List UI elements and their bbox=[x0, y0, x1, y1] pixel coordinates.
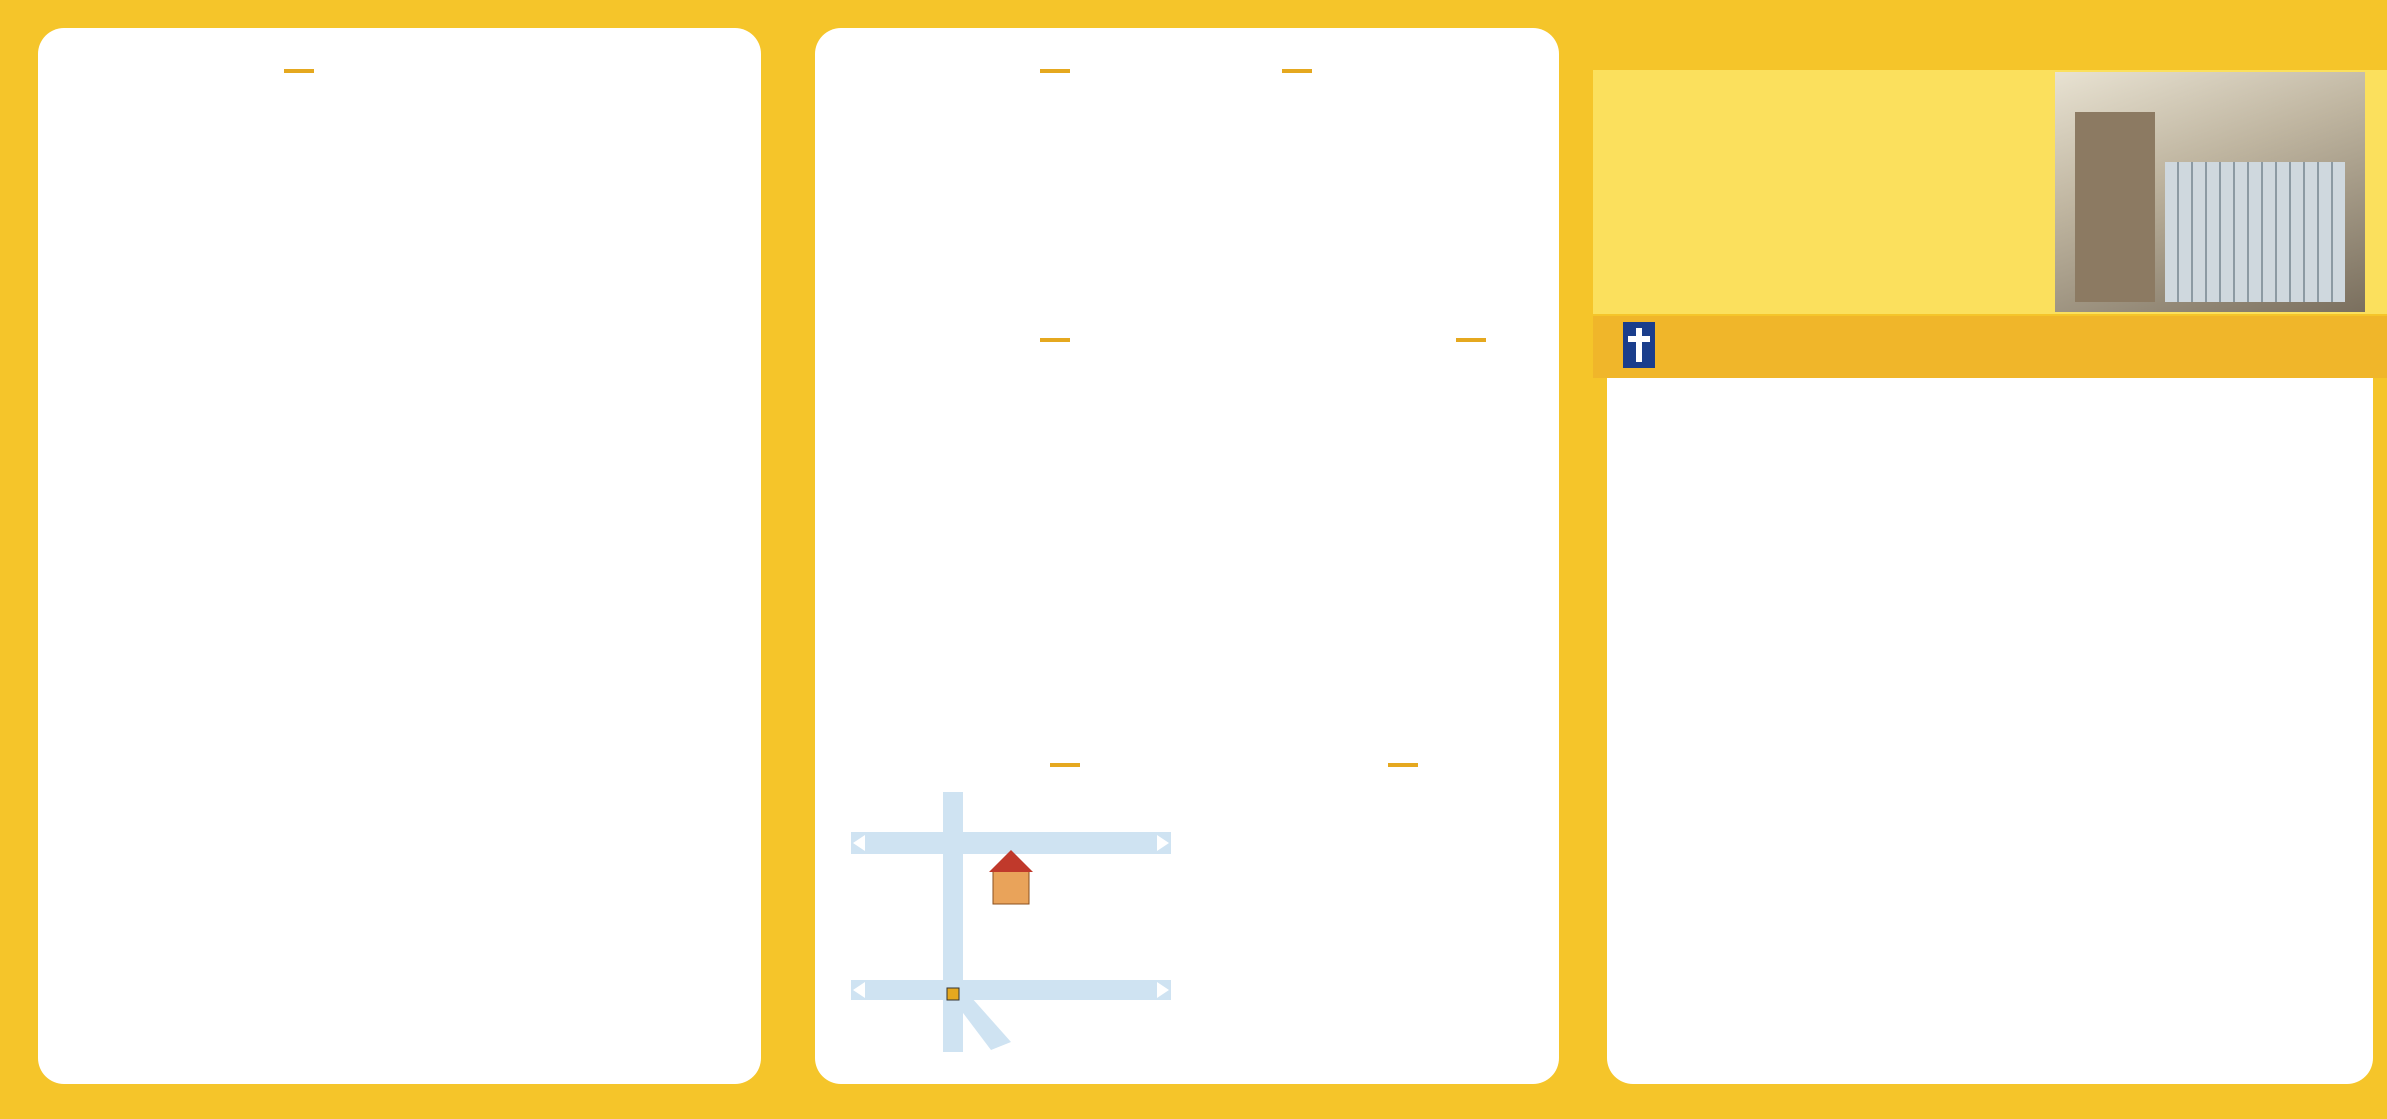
order-card bbox=[1607, 378, 2373, 1084]
map bbox=[851, 792, 1171, 1052]
mid-stripe bbox=[795, 0, 1593, 28]
map-labels bbox=[851, 792, 1171, 1052]
left-stripe bbox=[0, 0, 330, 28]
middle-card bbox=[815, 28, 1559, 1084]
church-info-bar bbox=[1593, 316, 2387, 378]
church-building-photo bbox=[2055, 72, 2365, 312]
left-panel bbox=[0, 0, 790, 1119]
header-bar bbox=[1593, 0, 2387, 80]
left-card bbox=[38, 28, 761, 1084]
cross-icon bbox=[1623, 322, 1655, 368]
middle-panel bbox=[795, 0, 1593, 1119]
bulletin-header bbox=[1633, 28, 1711, 46]
building-tower bbox=[2075, 112, 2155, 302]
right-panel bbox=[1593, 0, 2387, 1119]
building-windows bbox=[2165, 162, 2345, 302]
